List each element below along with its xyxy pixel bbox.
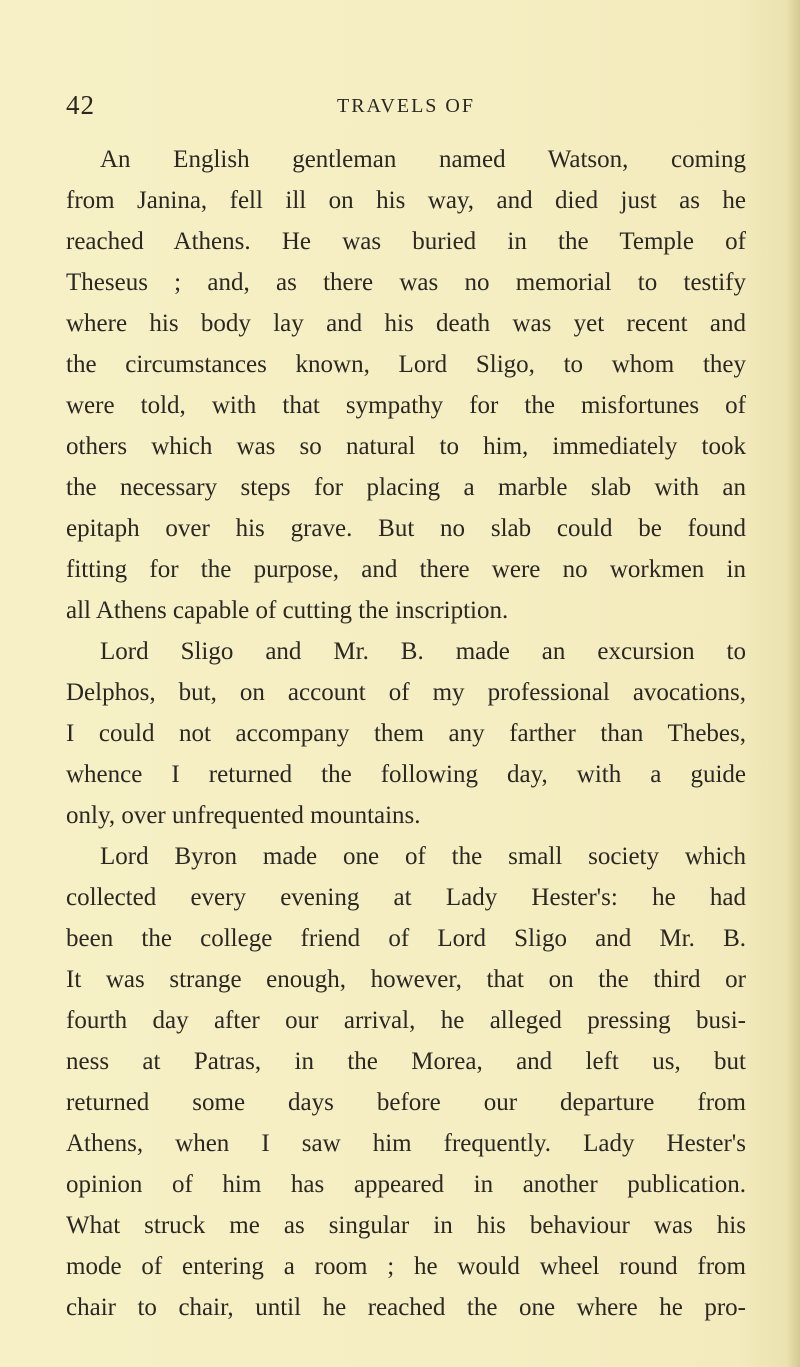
text-line: I could not accompany them any farther than Thebes, xyxy=(66,720,746,747)
text-line: the circumstances known, Lord Sligo, to whom they xyxy=(66,351,746,378)
running-title: TRAVELS OF xyxy=(337,95,475,117)
body-text xyxy=(66,139,746,1328)
text-line: whence I returned the following day, with a guide xyxy=(66,761,746,788)
text-line: Lord Byron made one of the small society which xyxy=(100,843,746,870)
text-line: where his body lay and his death was yet recent and xyxy=(66,310,746,337)
text-line: ness at Patras, in the Morea, and left us, but xyxy=(66,1048,746,1075)
text-line: opinion of him has appeared in another publication. xyxy=(66,1171,746,1198)
paragraph xyxy=(66,631,746,836)
text-line: from Janina, fell ill on his way, and died just as he xyxy=(66,187,746,214)
text-line: epitaph over his grave. But no slab could be found xyxy=(66,515,746,542)
text-line: Delphos, but, on account of my professional avocations, xyxy=(66,679,746,706)
text-line: reached Athens. He was buried in the Temple of xyxy=(66,228,746,255)
text-line: What struck me as singular in his behaviour was his xyxy=(66,1212,746,1239)
page-edge-shadow xyxy=(786,0,800,1367)
text-line: fitting for the purpose, and there were no workmen in xyxy=(66,556,746,583)
page-number: 42 xyxy=(66,90,95,120)
text-line: only, over unfrequented mountains. xyxy=(66,802,421,829)
text-line: collected every evening at Lady Hester's: he had xyxy=(66,884,746,911)
text-line: mode of entering a room ; he would wheel round from xyxy=(66,1253,746,1280)
paragraph xyxy=(66,139,746,631)
text-line: all Athens capable of cutting the inscription. xyxy=(66,597,509,624)
text-line: An English gentleman named Watson, coming xyxy=(100,146,746,173)
text-line: chair to chair, until he reached the one where he pro- xyxy=(66,1294,746,1321)
paragraph xyxy=(66,836,746,1328)
text-line: Theseus ; and, as there was no memorial to testify xyxy=(66,269,746,296)
text-line: It was strange enough, however, that on the third or xyxy=(66,966,746,993)
text-line: returned some days before our departure from xyxy=(66,1089,746,1116)
page-header xyxy=(66,88,746,122)
text-line: Athens, when I saw him frequently. Lady Hester's xyxy=(66,1130,746,1157)
text-line: Lord Sligo and Mr. B. made an excursion to xyxy=(100,638,746,665)
text-line: been the college friend of Lord Sligo and Mr. B. xyxy=(66,925,746,952)
text-line: fourth day after our arrival, he alleged pressing busi- xyxy=(66,1007,746,1034)
text-line: others which was so natural to him, immediately took xyxy=(66,433,746,460)
text-line: the necessary steps for placing a marble slab with an xyxy=(66,474,746,501)
text-line: were told, with that sympathy for the misfortunes of xyxy=(66,392,746,419)
